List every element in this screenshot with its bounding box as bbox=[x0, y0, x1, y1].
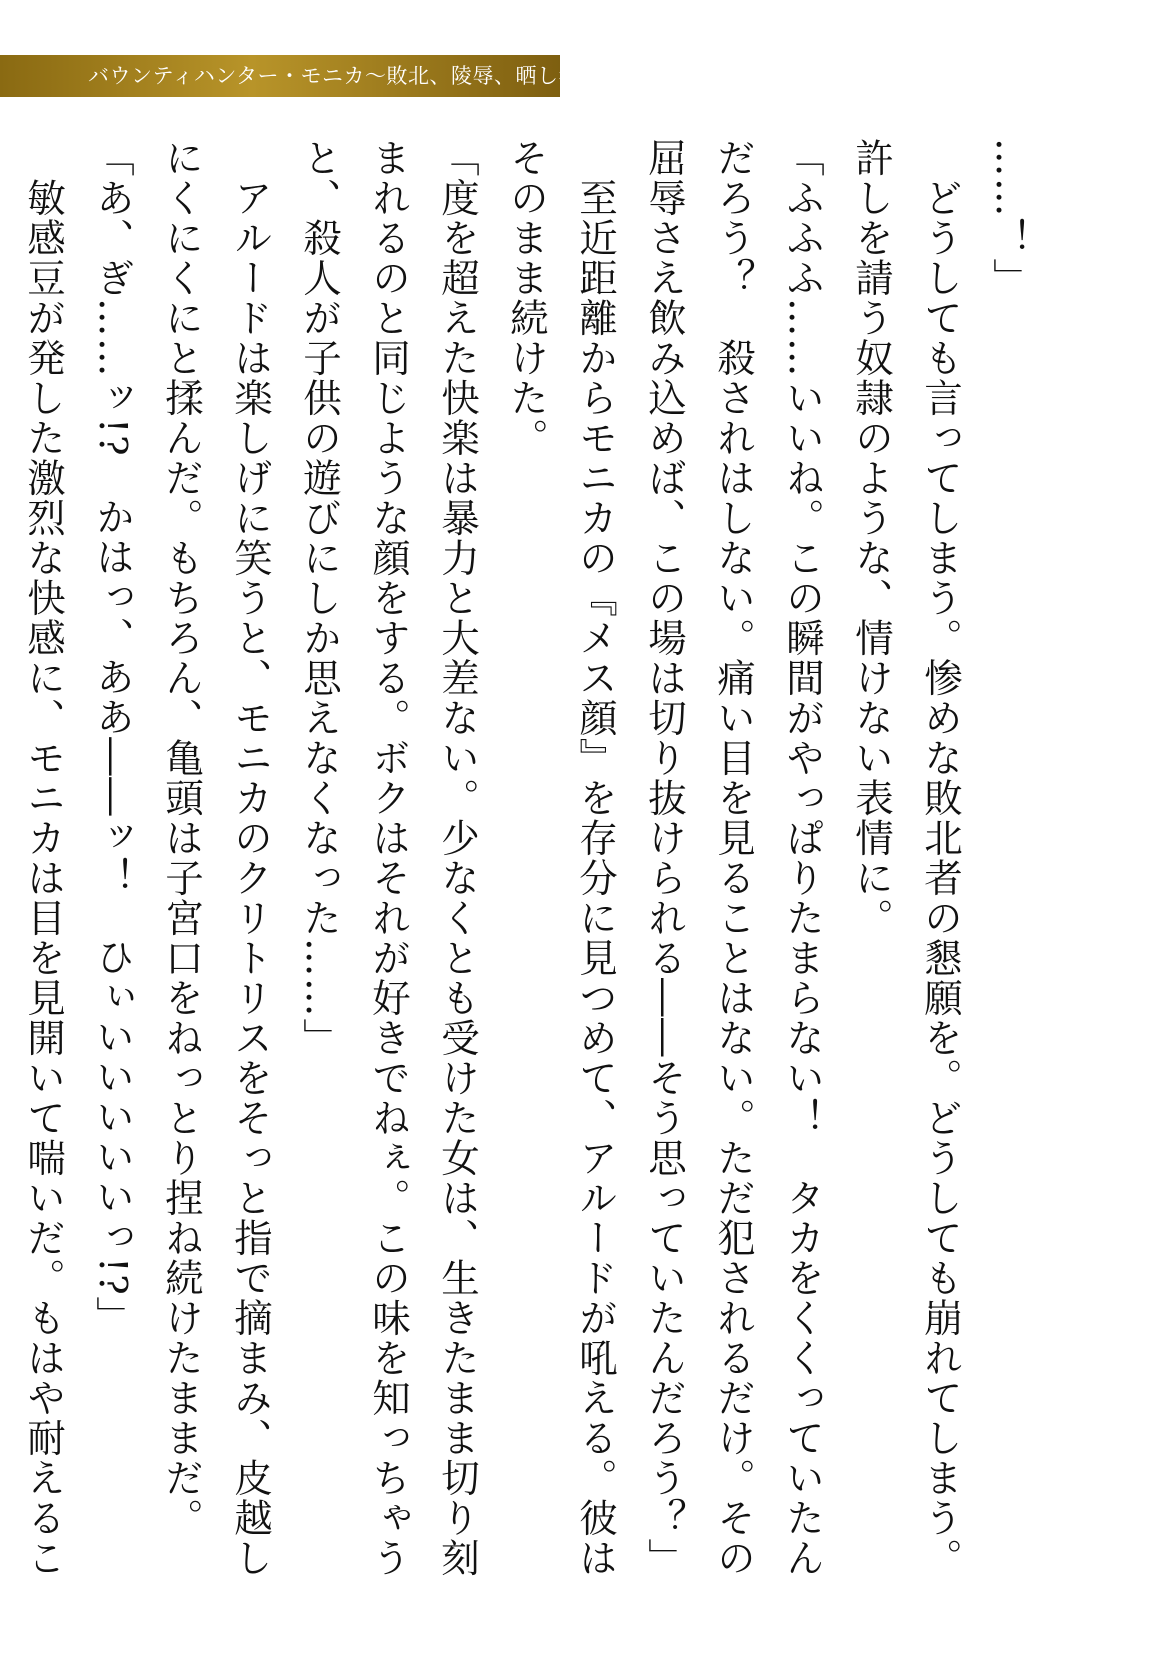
text-line: 至近距離からモニカの『メス顔』を存分に見つめて、アルードが吼える。彼は bbox=[573, 138, 618, 1578]
text-line: 屈辱さえ飲み込めば、この場は切り抜けられる――そう思っていたんだろう？」 bbox=[642, 138, 687, 1578]
text-line: どうしても言ってしまう。惨めな敗北者の懇願を。どうしても崩れてしまう。 bbox=[918, 138, 963, 1578]
text-line: まれるのと同じような顔をする。ボクはそれが好きでねぇ。この味を知っちゃう bbox=[366, 138, 411, 1578]
header-bar bbox=[0, 55, 602, 97]
text-line: アルードは楽しげに笑うと、モニカのクリトリスをそっと指で摘まみ、皮越し bbox=[228, 138, 273, 1578]
running-header-title: バウンティハンター・モニカ〜敗北、陵辱、晒し者〜 bbox=[88, 64, 602, 88]
text-line: そのまま続けた。 bbox=[504, 138, 549, 458]
text-line: だろう？ 殺されはしない。痛い目を見ることはない。ただ犯されるだけ。その bbox=[711, 138, 756, 1578]
text-line: ……！」 bbox=[987, 138, 1032, 298]
text-line: 「ふふふ……いいね。この瞬間がやっぱりたまらない！ タカをくくっていたん bbox=[780, 138, 825, 1578]
vertical-body-text bbox=[21, 138, 1044, 1578]
text-line: 許しを請う奴隷のような、情けない表情に。 bbox=[849, 138, 894, 938]
text-line: 「度を超えた快楽は暴力と大差ない。少なくとも受けた女は、生きたまま切り刻 bbox=[435, 138, 480, 1578]
text-line: と、殺人が子供の遊びにしか思えなくなった……」 bbox=[297, 138, 342, 1058]
text-line: にくにくにと揉んだ。もちろん、亀頭は子宮口をねっとり捏ね続けたままだ。 bbox=[159, 138, 204, 1538]
text-line: 「あ、ぎ……ッ!? かはっ、ああ――ッ！ ひぃいいいいいっ!?」 bbox=[90, 138, 135, 1337]
text-line: 敏感豆が発した激烈な快感に、モニカは目を見開いて喘いだ。もはや耐えるこ bbox=[21, 138, 66, 1578]
